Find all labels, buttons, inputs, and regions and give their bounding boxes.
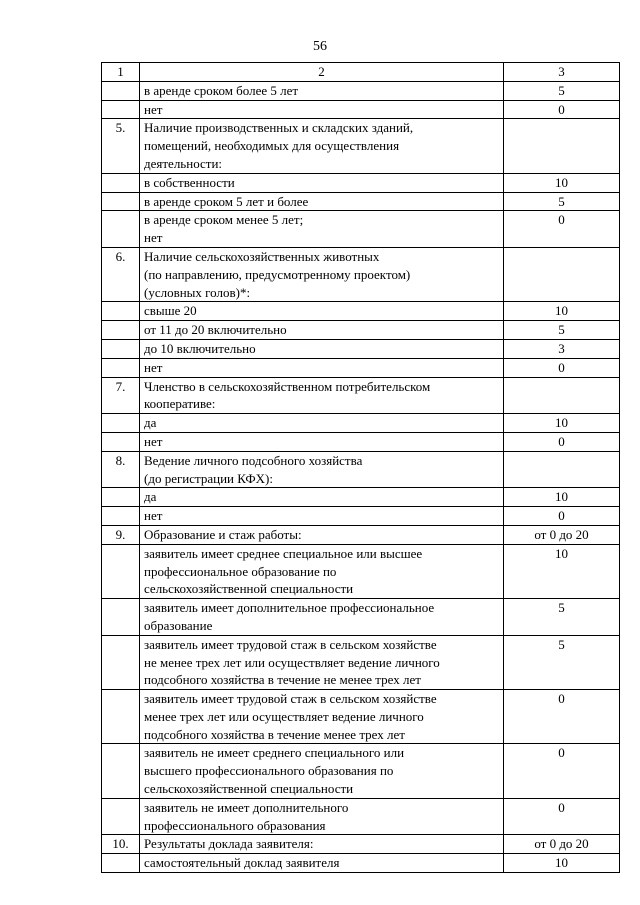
- criterion-cell: Членство в сельскохозяйственном потребительском кооперативе:: [140, 377, 504, 414]
- criterion-cell: в аренде сроком более 5 лет: [140, 81, 504, 100]
- row-number-cell: [102, 100, 140, 119]
- points-cell: 0: [504, 211, 620, 248]
- table-row: [102, 798, 620, 835]
- table-row: [102, 321, 620, 340]
- criterion-cell: Наличие сельскохозяйственных животных (по направлению, предусмотренному проектом) (условных голов)*:: [140, 247, 504, 301]
- row-number-cell: [102, 192, 140, 211]
- row-number-cell: [102, 635, 140, 689]
- row-number-cell: 9.: [102, 525, 140, 544]
- points-cell: 10: [504, 414, 620, 433]
- table-row: [102, 414, 620, 433]
- criterion-cell: заявитель имеет трудовой стаж в сельском хозяйстве не менее трех лет или осуществляет ведение личного подсобного хозяйства в течение не менее трех лет: [140, 635, 504, 689]
- row-number-cell: [102, 507, 140, 526]
- criterion-cell: в собственности: [140, 173, 504, 192]
- row-number-cell: [102, 414, 140, 433]
- criterion-cell: да: [140, 488, 504, 507]
- criterion-cell: в аренде сроком менее 5 лет; нет: [140, 211, 504, 248]
- table-row: [102, 173, 620, 192]
- points-cell: 10: [504, 173, 620, 192]
- points-cell: 0: [504, 744, 620, 798]
- points-cell: 5: [504, 599, 620, 636]
- row-number-cell: 6.: [102, 247, 140, 301]
- row-number-cell: 10.: [102, 835, 140, 854]
- table-row: [102, 451, 620, 488]
- points-cell: [504, 377, 620, 414]
- table-row: [102, 544, 620, 598]
- criterion-cell: нет: [140, 432, 504, 451]
- criterion-cell: от 11 до 20 включительно: [140, 321, 504, 340]
- criteria-table: [101, 62, 620, 873]
- page-number: 56: [313, 39, 327, 54]
- table-row: [102, 339, 620, 358]
- points-cell: 3: [504, 339, 620, 358]
- points-cell: 0: [504, 358, 620, 377]
- table-header-row: [102, 63, 620, 82]
- row-number-cell: 7.: [102, 377, 140, 414]
- row-number-cell: [102, 432, 140, 451]
- row-number-cell: [102, 211, 140, 248]
- row-number-cell: [102, 744, 140, 798]
- points-cell: 10: [504, 488, 620, 507]
- row-number-cell: [102, 81, 140, 100]
- table-row: [102, 211, 620, 248]
- criterion-cell: заявитель имеет трудовой стаж в сельском хозяйстве менее трех лет или осуществляет ведение личного подсобного хозяйства в течение менее трех лет: [140, 690, 504, 744]
- table-row: [102, 854, 620, 873]
- table-row: [102, 507, 620, 526]
- row-number-cell: [102, 798, 140, 835]
- points-cell: 5: [504, 81, 620, 100]
- table-row: [102, 599, 620, 636]
- points-cell: 10: [504, 544, 620, 598]
- table-row: [102, 302, 620, 321]
- points-cell: 0: [504, 100, 620, 119]
- table-row: [102, 835, 620, 854]
- criterion-cell: Образование и стаж работы:: [140, 525, 504, 544]
- points-cell: [504, 119, 620, 173]
- header-col-number: 1: [102, 63, 140, 82]
- points-cell: [504, 451, 620, 488]
- points-cell: от 0 до 20: [504, 525, 620, 544]
- criterion-cell: свыше 20: [140, 302, 504, 321]
- table-row: [102, 81, 620, 100]
- criterion-cell: самостоятельный доклад заявителя: [140, 854, 504, 873]
- row-number-cell: [102, 854, 140, 873]
- criterion-cell: да: [140, 414, 504, 433]
- row-number-cell: [102, 339, 140, 358]
- points-cell: от 0 до 20: [504, 835, 620, 854]
- row-number-cell: [102, 544, 140, 598]
- points-cell: 10: [504, 854, 620, 873]
- row-number-cell: [102, 302, 140, 321]
- points-cell: 0: [504, 690, 620, 744]
- table-row: [102, 358, 620, 377]
- row-number-cell: 8.: [102, 451, 140, 488]
- header-col-criterion: 2: [140, 63, 504, 82]
- criterion-cell: заявитель имеет дополнительное профессиональное образование: [140, 599, 504, 636]
- criteria-table-body: [102, 63, 620, 873]
- row-number-cell: [102, 321, 140, 340]
- points-cell: 0: [504, 432, 620, 451]
- criterion-cell: заявитель не имеет среднего специального или высшего профессионального образования по сельскохозяйственной специальности: [140, 744, 504, 798]
- points-cell: 5: [504, 321, 620, 340]
- points-cell: [504, 247, 620, 301]
- row-number-cell: [102, 358, 140, 377]
- table-row: [102, 744, 620, 798]
- criterion-cell: до 10 включительно: [140, 339, 504, 358]
- table-row: [102, 488, 620, 507]
- row-number-cell: [102, 599, 140, 636]
- table-row: [102, 247, 620, 301]
- row-number-cell: 5.: [102, 119, 140, 173]
- table-row: [102, 690, 620, 744]
- criterion-cell: Ведение личного подсобного хозяйства (до регистрации КФХ):: [140, 451, 504, 488]
- points-cell: 0: [504, 507, 620, 526]
- table-row: [102, 119, 620, 173]
- points-cell: 0: [504, 798, 620, 835]
- row-number-cell: [102, 690, 140, 744]
- criterion-cell: заявитель не имеет дополнительного профессионального образования: [140, 798, 504, 835]
- criterion-cell: нет: [140, 507, 504, 526]
- points-cell: 5: [504, 635, 620, 689]
- points-cell: 10: [504, 302, 620, 321]
- criterion-cell: нет: [140, 358, 504, 377]
- criterion-cell: заявитель имеет среднее специальное или высшее профессиональное образование по сельскохозяйственной специальности: [140, 544, 504, 598]
- points-cell: 5: [504, 192, 620, 211]
- table-row: [102, 192, 620, 211]
- row-number-cell: [102, 488, 140, 507]
- criterion-cell: Результаты доклада заявителя:: [140, 835, 504, 854]
- criterion-cell: Наличие производственных и складских зданий, помещений, необходимых для осуществления деятельности:: [140, 119, 504, 173]
- table-row: [102, 635, 620, 689]
- table-row: [102, 377, 620, 414]
- table-row: [102, 525, 620, 544]
- table-row: [102, 100, 620, 119]
- row-number-cell: [102, 173, 140, 192]
- criterion-cell: нет: [140, 100, 504, 119]
- header-col-points: 3: [504, 63, 620, 82]
- criterion-cell: в аренде сроком 5 лет и более: [140, 192, 504, 211]
- table-row: [102, 432, 620, 451]
